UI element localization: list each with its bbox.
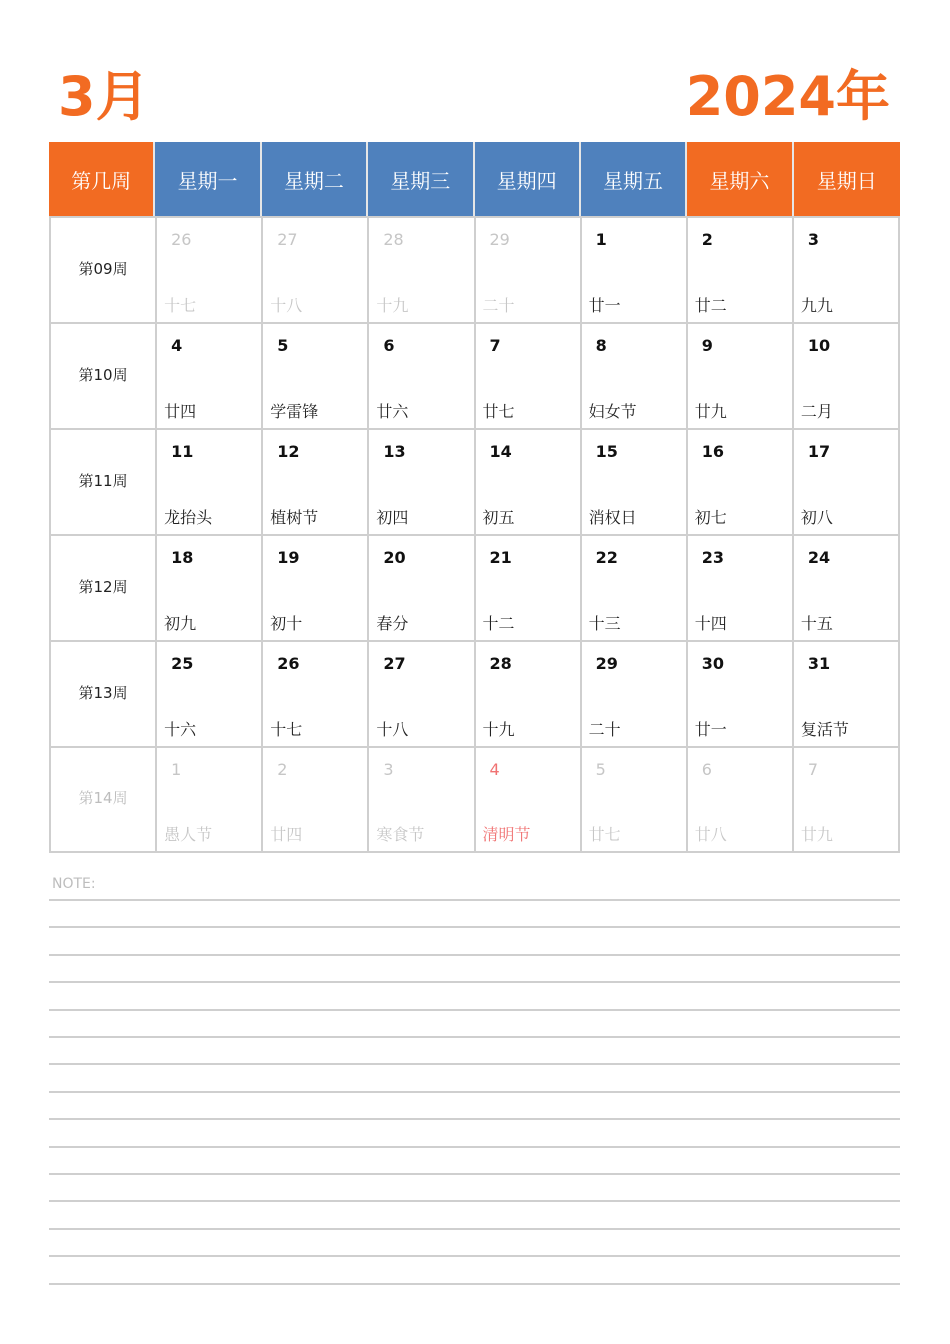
day-number: 12 (277, 442, 300, 461)
day-number: 4 (171, 336, 183, 355)
note-line (49, 1063, 900, 1065)
lunar-date-label: 廿七 (482, 402, 515, 421)
day-cell[interactable] (369, 642, 475, 746)
day-cell[interactable] (263, 642, 369, 746)
day-cell[interactable] (582, 324, 688, 428)
lunar-date-label: 廿四 (270, 825, 303, 844)
lunar-date-label: 初七 (694, 508, 727, 527)
lunar-date-label: 廿四 (164, 402, 197, 421)
lunar-date-label: 初九 (164, 614, 197, 633)
week-number-cell: 第12周 (51, 536, 157, 640)
day-number: 15 (595, 442, 618, 461)
day-cell[interactable] (582, 642, 688, 746)
lunar-date-label: 廿六 (376, 402, 409, 421)
lunar-date-label: 十八 (376, 720, 409, 739)
lunar-date-label: 初十 (270, 614, 303, 633)
note-line (49, 1255, 900, 1257)
day-number: 5 (277, 336, 289, 355)
lunar-date-label: 植树节 (270, 508, 319, 527)
week-number-cell: 第13周 (51, 642, 157, 746)
day-number: 1 (171, 760, 182, 779)
lunar-date-label: 廿九 (694, 402, 727, 421)
lunar-date-label: 愚人节 (164, 825, 213, 844)
note-line (49, 954, 900, 956)
day-number: 28 (383, 230, 404, 249)
day-cell[interactable] (263, 324, 369, 428)
header-wednesday: 星期三 (368, 142, 474, 216)
day-number: 26 (277, 654, 300, 673)
note-line (49, 1146, 900, 1148)
day-cell[interactable] (794, 324, 900, 428)
day-number: 17 (807, 442, 831, 461)
lunar-date-label: 十八 (270, 296, 303, 315)
year-title: 2024年 (685, 65, 890, 128)
note-line (49, 1091, 900, 1093)
day-number: 13 (383, 442, 406, 461)
lunar-date-label: 初四 (376, 508, 409, 527)
lunar-date-label: 廿一 (694, 720, 727, 739)
lunar-date-label: 十五 (800, 614, 833, 633)
lunar-date-label: 消权日 (588, 508, 637, 527)
day-cell[interactable] (688, 324, 794, 428)
day-cell[interactable] (794, 218, 900, 322)
day-cell[interactable] (582, 430, 688, 534)
lunar-date-label: 十七 (164, 296, 197, 315)
day-number: 2 (701, 230, 713, 249)
note-line (49, 1036, 900, 1038)
day-number: 7 (489, 336, 501, 355)
lunar-date-label: 初五 (482, 508, 515, 527)
week-number-cell: 第14周 (51, 748, 157, 851)
day-cell[interactable] (263, 430, 369, 534)
day-cell[interactable] (582, 536, 688, 640)
day-cell[interactable] (476, 536, 582, 640)
header-sunday: 星期日 (794, 142, 900, 216)
lunar-date-label: 廿一 (588, 296, 621, 315)
day-cell[interactable] (263, 748, 369, 851)
day-cell[interactable] (369, 430, 475, 534)
day-number: 6 (701, 760, 712, 779)
day-cell[interactable] (688, 748, 794, 851)
note-line (49, 1283, 900, 1285)
day-cell[interactable] (157, 536, 263, 640)
day-number: 16 (701, 442, 725, 461)
lunar-date-label: 春分 (376, 614, 409, 633)
calendar-week-row (51, 536, 900, 642)
day-cell[interactable] (369, 218, 475, 322)
lunar-date-label: 龙抬头 (164, 508, 213, 527)
header-thursday: 星期四 (475, 142, 581, 216)
day-cell[interactable] (476, 642, 582, 746)
month-title: 3月 (58, 65, 150, 128)
day-number: 21 (489, 548, 512, 567)
note-line (49, 1200, 900, 1202)
note-line (49, 899, 900, 901)
day-number: 3 (383, 760, 394, 779)
calendar-week-row (51, 218, 900, 324)
lunar-date-label: 初八 (800, 508, 833, 527)
day-cell[interactable] (369, 536, 475, 640)
day-cell[interactable] (157, 430, 263, 534)
day-cell[interactable] (157, 642, 263, 746)
day-number: 2 (277, 760, 288, 779)
lunar-date-label: 九九 (800, 296, 833, 315)
calendar-week-row (51, 642, 900, 748)
note-line (49, 1009, 900, 1011)
lunar-date-label: 十三 (588, 614, 621, 633)
day-number: 11 (171, 442, 194, 461)
calendar-week-row (51, 748, 900, 853)
day-cell[interactable] (369, 324, 475, 428)
day-cell[interactable] (688, 430, 794, 534)
day-cell[interactable] (157, 748, 263, 851)
day-cell[interactable] (794, 430, 900, 534)
lunar-date-label: 复活节 (800, 720, 849, 739)
day-number: 23 (701, 548, 725, 567)
lunar-date-label: 学雷锋 (270, 402, 319, 421)
note-line (49, 926, 900, 928)
day-number: 3 (807, 230, 820, 249)
day-cell[interactable] (157, 218, 263, 322)
day-cell[interactable] (476, 324, 582, 428)
calendar-header (49, 142, 900, 216)
day-number: 18 (171, 548, 194, 567)
day-cell[interactable] (794, 748, 900, 851)
week-number-cell: 第09周 (51, 218, 157, 322)
lunar-date-label: 妇女节 (588, 402, 637, 421)
day-number: 24 (807, 548, 831, 567)
day-cell[interactable] (794, 536, 900, 640)
day-cell[interactable] (263, 218, 369, 322)
day-number: 29 (595, 654, 618, 673)
lunar-date-label: 十二 (482, 614, 515, 633)
lunar-date-label: 廿九 (800, 825, 833, 844)
note-line (49, 1173, 900, 1175)
day-number: 6 (383, 336, 395, 355)
day-number: 9 (701, 336, 713, 355)
header-friday: 星期五 (581, 142, 687, 216)
calendar-week-row (51, 324, 900, 430)
day-number: 14 (489, 442, 512, 461)
day-number: 4 (489, 760, 500, 779)
note-line (49, 1118, 900, 1120)
lunar-date-label: 廿八 (694, 825, 727, 844)
lunar-date-label: 十九 (376, 296, 409, 315)
calendar-grid (49, 142, 900, 853)
day-number: 30 (701, 654, 725, 673)
lunar-date-label: 十九 (482, 720, 515, 739)
day-number: 27 (383, 654, 406, 673)
day-cell[interactable] (688, 218, 794, 322)
day-number: 25 (171, 654, 194, 673)
week-number-cell: 第10周 (51, 324, 157, 428)
day-number: 8 (595, 336, 607, 355)
lunar-date-label: 廿七 (588, 825, 621, 844)
lunar-date-label: 廿二 (694, 296, 727, 315)
day-cell[interactable] (476, 748, 582, 851)
day-number: 29 (489, 230, 510, 249)
day-cell[interactable] (582, 218, 688, 322)
day-number: 19 (277, 548, 300, 567)
lunar-date-label: 十六 (164, 720, 197, 739)
day-number: 10 (807, 336, 831, 355)
day-number: 31 (807, 654, 831, 673)
lunar-date-label: 清明节 (482, 825, 531, 844)
day-cell[interactable] (263, 536, 369, 640)
day-cell[interactable] (582, 748, 688, 851)
calendar-body (49, 216, 900, 853)
calendar-week-row (51, 430, 900, 536)
day-number: 5 (595, 760, 606, 779)
lunar-date-label: 二十 (482, 296, 515, 315)
day-cell[interactable] (688, 642, 794, 746)
day-number: 27 (277, 230, 298, 249)
day-cell[interactable] (476, 430, 582, 534)
day-cell[interactable] (157, 324, 263, 428)
header-saturday: 星期六 (687, 142, 793, 216)
day-number: 1 (595, 230, 607, 249)
day-cell[interactable] (688, 536, 794, 640)
day-cell[interactable] (794, 642, 900, 746)
lunar-date-label: 二十 (588, 720, 621, 739)
note-label: NOTE: (52, 876, 96, 892)
lunar-date-label: 寒食节 (376, 825, 425, 844)
lunar-date-label: 二月 (800, 402, 833, 421)
day-number: 20 (383, 548, 406, 567)
day-number: 28 (489, 654, 512, 673)
header-tuesday: 星期二 (262, 142, 368, 216)
day-number: 22 (595, 548, 618, 567)
header-monday: 星期一 (155, 142, 261, 216)
header-week-number: 第几周 (49, 142, 155, 216)
day-number: 26 (171, 230, 192, 249)
lunar-date-label: 十七 (270, 720, 303, 739)
day-cell[interactable] (476, 218, 582, 322)
day-number: 7 (807, 760, 819, 779)
day-cell[interactable] (369, 748, 475, 851)
note-line (49, 1228, 900, 1230)
lunar-date-label: 十四 (694, 614, 727, 633)
week-number-cell: 第11周 (51, 430, 157, 534)
note-line (49, 981, 900, 983)
